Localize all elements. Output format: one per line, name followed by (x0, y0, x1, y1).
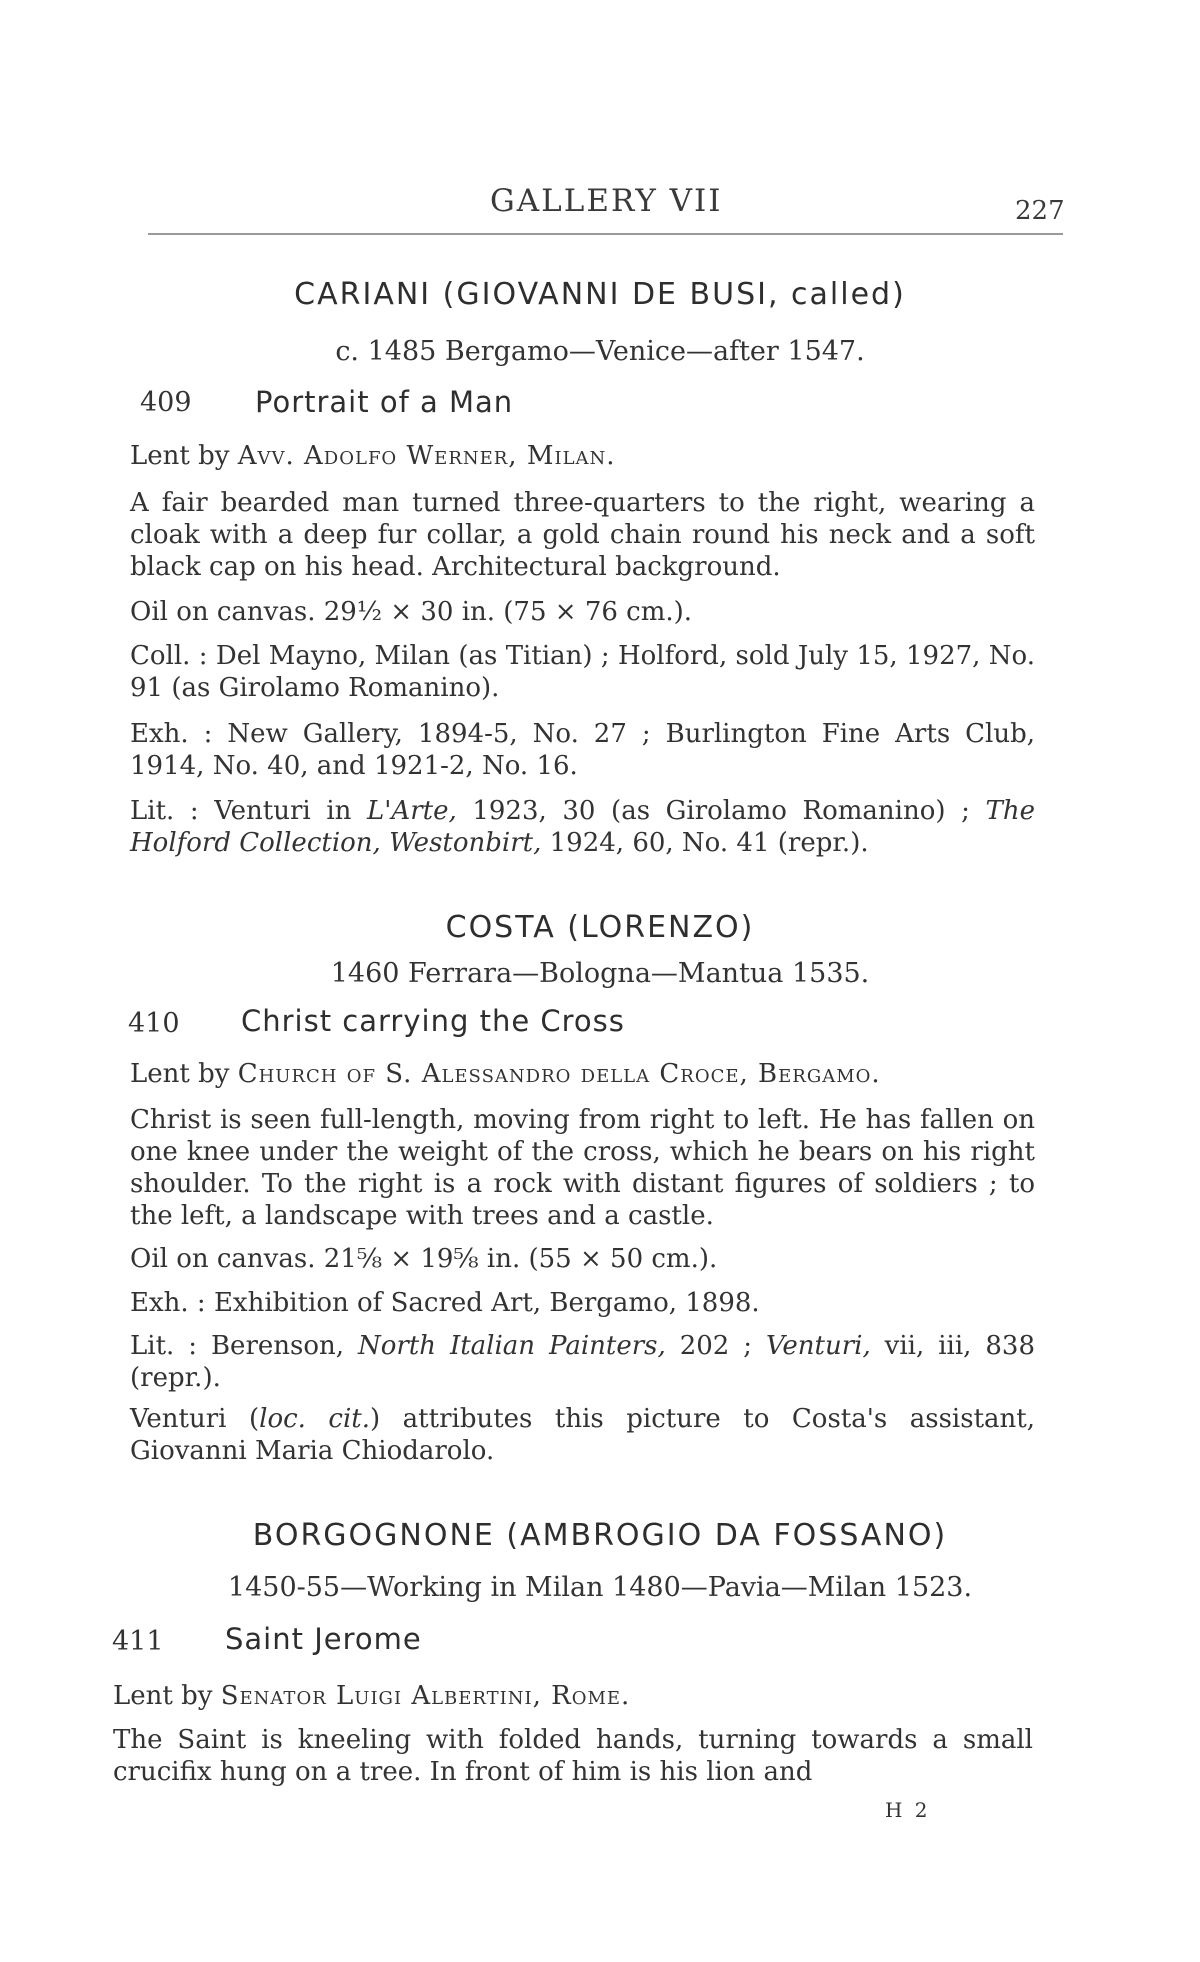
artist-life: c. 1485 Bergamo—Venice—after 1547. (335, 336, 865, 367)
lender-line (113, 1680, 1018, 1712)
literature-author: Venturi, (765, 1331, 871, 1361)
lent-prefix: Lent by (130, 1059, 238, 1089)
attribution-note (130, 1403, 1035, 1467)
catalogue-number: 409 (140, 387, 192, 418)
artist-life: 1460 Ferrara—Bologna—Mantua 1535. (330, 958, 870, 989)
lender-name: Church of S. Alessandro della Croce, Bergamo. (237, 1059, 881, 1089)
literature (130, 795, 1035, 859)
artist-heading: BORGOGNONE (AMBROGIO DA FOSSANO) (252, 1518, 948, 1553)
exhibition-history: Exh. : New Gallery, 1894-5, No. 27 ; Burlington Fine Arts Club, 1914, No. 40, and 1921-2, No. 16. (130, 719, 1035, 781)
artist-life: 1450-55—Working in Milan 1480—Pavia—Milan 1523. (227, 1572, 973, 1603)
note-rest: ) attributes this picture to Costa's assistant, Giovanni Maria Chiodarolo. (130, 1404, 1035, 1466)
artist-heading: COSTA (LORENZO) (445, 910, 755, 945)
literature (130, 1330, 1035, 1394)
work-title: Christ carrying the Cross (241, 1004, 625, 1038)
lender-line (130, 440, 1035, 472)
literature-end: 1924, 60, No. 41 (repr.). (541, 828, 869, 858)
medium-dimensions: Oil on canvas. 29½ × 30 in. (75 × 76 cm.). (130, 597, 693, 627)
work-title: Portrait of a Man (255, 385, 514, 419)
literature-prefix: Lit. : Venturi in (130, 796, 367, 826)
literature-book: North Italian Painters, (357, 1331, 666, 1361)
description: Christ is seen full-length, moving from right to left. He has fallen on one knee under the weight of the cross, which he bears on his right shoulder. To the right is a rock with distant figures of soldiers ; to the left, a landscape with trees and a castle. (130, 1105, 1035, 1231)
lent-prefix: Lent by (130, 441, 238, 471)
artist-heading: CARIANI (GIOVANNI DE BUSI, called) (294, 277, 906, 312)
literature-journal: L'Arte, (367, 796, 457, 826)
lender-line (130, 1058, 1035, 1090)
description: The Saint is kneeling with folded hands, turning towards a small crucifix hung on a tree. In front of him is his lion and (113, 1725, 1033, 1787)
lender-name: Avv. Adolfo Werner, Milan. (237, 441, 616, 471)
catalogue-number: 411 (112, 1626, 164, 1657)
signature-mark: H 2 (885, 1798, 931, 1822)
note-prefix: Venturi ( (130, 1404, 260, 1434)
work-title: Saint Jerome (225, 1622, 422, 1656)
catalogue-number: 410 (128, 1008, 180, 1039)
collection-history: Coll. : Del Mayno, Milan (as Titian) ; Holford, sold July 15, 1927, No. 91 (as Girolamo Romanino). (130, 641, 1035, 703)
description: A fair bearded man turned three-quarters to the right, wearing a cloak with a deep fur collar, a gold chain round his neck and a soft black cap on his head. Architectural background. (130, 488, 1035, 582)
literature-end: vii, iii, 838 (repr.). (130, 1331, 1035, 1393)
medium-dimensions: Oil on canvas. 21⅝ × 19⅝ in. (55 × 50 cm.). (130, 1244, 718, 1274)
lender-name: Senator Luigi Albertini, Rome. (220, 1681, 631, 1711)
header-rule (148, 233, 1063, 235)
running-head: GALLERY VII (490, 183, 723, 219)
literature-mid: 1923, 30 (as Girolamo Romanino) ; (456, 796, 986, 826)
page-number: 227 (1015, 196, 1065, 226)
note-citation: loc. cit. (259, 1404, 371, 1434)
lent-prefix: Lent by (113, 1681, 221, 1711)
exhibition-history: Exh. : Exhibition of Sacred Art, Bergamo, 1898. (130, 1288, 760, 1318)
literature-book: The Holford Collection, Westonbirt, (130, 796, 1035, 858)
literature-prefix: Lit. : Berenson, (130, 1331, 358, 1361)
literature-mid: 202 ; (665, 1331, 766, 1361)
